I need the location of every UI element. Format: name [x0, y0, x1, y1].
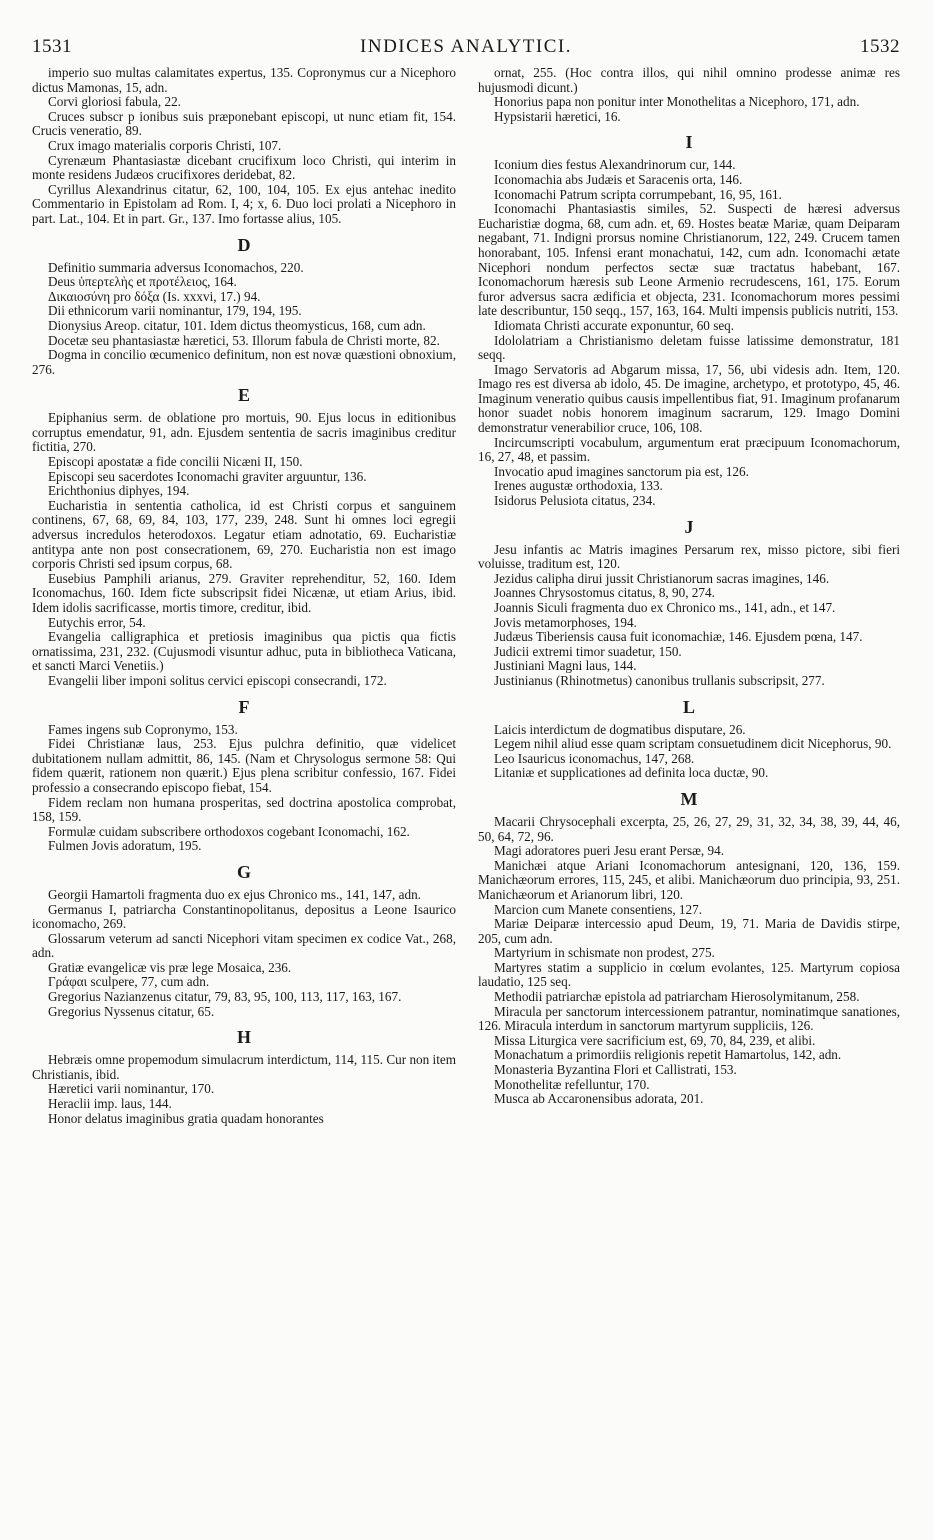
index-entry: Martyres statim a supplicio in cœlum evolantes, 125. Martyrum copiosa laudatio, 125 seq.	[478, 959, 900, 990]
index-entry: Irenes augustæ orthodoxia, 133.	[494, 478, 663, 494]
index-entry: Eusebius Pamphili arianus, 279. Graviter reprehenditur, 52, 160. Idem Iconomachus, 160. Idem ficte subscripsit fidei Nicænæ, ut etiam Arius, ibid. Idem idolis sacrificasse, mortis timore, creditur, ibid.	[32, 570, 456, 615]
index-entry: Mariæ Deiparæ intercessio apud Deum, 19, 71. Maria de Davidis stirpe, 205, cum adn.	[478, 916, 900, 946]
index-entry: Invocatio apud imagines sanctorum pia est, 126.	[494, 463, 749, 479]
index-entry: Gregorius Nyssenus citatur, 65.	[48, 1003, 215, 1019]
index-entry: Legem nihil aliud esse quam scriptam consuetudinem dicit Nicephorus, 90.	[494, 736, 892, 752]
index-entry: Missa Liturgica vere sacrificium est, 69, 70, 84, 239, et alibi.	[494, 1032, 816, 1048]
index-entry: Fidem reclam non humana prosperitas, sed doctrina apostolica comprobat, 158, 159.	[32, 794, 456, 825]
page-number-left: 1531	[32, 36, 72, 57]
index-entry: Deus ὑπερτελὴς et προτέλειος, 164.	[48, 274, 237, 290]
index-entry: Eutychis error, 54.	[48, 614, 146, 630]
section-letter-h: H	[236, 1027, 251, 1048]
index-entry: Germanus I, patriarcha Constantinopolitanus, depositus a Leone Isaurico iconomacho, 269.	[32, 901, 456, 932]
page-number-right: 1532	[860, 36, 900, 57]
index-entry: Δικαιοσύνη pro δόξα (Is. xxxvi, 17.) 94.	[48, 288, 261, 304]
index-entry: Cyrenæum Phantasiastæ dicebant crucifixum loco Christi, qui interim in monte residens Judæos crucifixores deridebat, 82.	[32, 152, 456, 183]
section-letter-i: I	[685, 132, 693, 153]
index-entry: Manichæi atque Ariani Iconomachorum antesignani, 120, 136, 159. Manichæorum errores, 115, 245, et alibi. Manichæorum duo principia, 93, 251. Manichæorum et Arianorum libri, 120.	[478, 857, 900, 902]
index-entry: Dii ethnicorum varii nominantur, 179, 194, 195.	[48, 303, 302, 319]
index-entry: Laicis interdictum de dogmatibus disputare, 26.	[494, 721, 746, 737]
index-entry: Joannes Chrysostomus citatus, 8, 90, 274.	[494, 585, 715, 601]
index-entry: Erichthonius diphyes, 194.	[48, 483, 190, 499]
index-entry: Docetæ seu phantasiastæ hæretici, 53. Illorum fabula de Christi morte, 82.	[48, 332, 440, 348]
index-entry: Jezidus calipha dirui jussit Christianorum sacras imagines, 146.	[494, 570, 830, 586]
index-entry: Gregorius Nazianzenus citatur, 79, 83, 95, 100, 113, 117, 163, 167.	[48, 989, 402, 1005]
section-letter-d: D	[237, 234, 251, 255]
index-entry: Corvi gloriosi fabula, 22.	[48, 94, 181, 110]
index-entry: Miracula per sanctorum intercessionem patrantur, nominatimque sanationes, 126. Miracula interdum in sanctorum martyrum suppliciis, 126.	[478, 1003, 900, 1034]
index-entry: Dionysius Areop. citatur, 101. Idem dictus theomysticus, 168, cum adn.	[48, 317, 426, 333]
index-entry: Jovis metamorphoses, 194.	[494, 614, 637, 630]
index-entry: Methodii patriarchæ epistola ad patriarcham Hierosolymitanum, 258.	[494, 989, 860, 1005]
section-letter-j: J	[684, 516, 694, 537]
index-entry: Judicii extremi timor suadetur, 150.	[494, 643, 682, 659]
section-letter-f: F	[238, 696, 250, 717]
right-column	[478, 66, 900, 1506]
index-entry: Hypsistarii hæretici, 16.	[494, 108, 621, 124]
section-letter-e: E	[237, 385, 250, 406]
index-entry: Epiphanius serm. de oblatione pro mortuis, 90. Ejus locus in editionibus corruptus emendatur, 91, adn. Ejusdem sententia de sacris imaginibus creditur fictitia, 270.	[32, 410, 456, 455]
page-header	[32, 36, 900, 60]
index-entry: Idiomata Christi accurate exponuntur, 60 seq.	[494, 317, 735, 333]
index-entry: Musca ab Accaronensibus adorata, 201.	[494, 1091, 704, 1107]
index-entry: Hæretici varii nominantur, 170.	[48, 1081, 215, 1097]
index-entry: Iconomachia abs Judæis et Saracenis orta, 146.	[494, 171, 743, 187]
index-entry: Definitio summaria adversus Iconomachos, 220.	[48, 259, 304, 275]
running-title: INDICES ANALYTICI.	[360, 36, 572, 57]
index-entry: Formulæ cuidam subscribere orthodoxos cogebant Iconomachi, 162.	[48, 823, 410, 839]
index-entry: Magi adoratores pueri Jesu erant Persæ, 94.	[494, 843, 724, 859]
index-entry: Fidei Christianæ laus, 253. Ejus pulchra definitio, quæ videlicet dubitationem nullam admittit, 86, 145. (Nam et Chrysologus sermone 58: Qui fidem quærit, rationem non quærit.) Ejus plena scribitur confessio, 167. Fidei professio a consecrando episcopo fiebat, 154.	[32, 736, 456, 795]
index-entry: Evangelii liber imponi solitus cervici episcopi consecrandi, 172.	[48, 672, 387, 688]
index-entry: Eucharistia in sententia catholica, id est Christi corpus et sanguinem continens, 67, 68, 69, 84, 103, 177, 239, 248. Sunt hi omnes loci egregii adversus incredulos heterodoxos. Legatur etiam adnotatio, 69. Eucharistiæ antitypa ante non post consecrationem, 69, 270. Eucharistia non est imago corporis Christi sed ipsum corpus, 68.	[32, 497, 456, 572]
index-entry: Monachatum a primordiis religionis repetit Hamartolus, 142, adn.	[494, 1047, 842, 1063]
index-entry: Monasteria Byzantina Flori et Callistrati, 153.	[494, 1062, 737, 1078]
index-entry: Jesu infantis ac Matris imagines Persarum rex, misso pictore, sibi fieri voluisse, traditum est, 120.	[478, 541, 900, 572]
index-entry: Glossarum veterum ad sancti Nicephori vitam specimen ex codice Vat., 268, adn.	[32, 930, 456, 961]
index-entry: Macarii Chrysocephali excerpta, 25, 26, 27, 29, 31, 32, 34, 38, 39, 44, 46, 50, 64, 72, 96.	[478, 813, 900, 844]
index-entry: Iconomachi Patrum scripta corrumpebant, 16, 95, 161.	[494, 186, 782, 202]
section-letter-g: G	[236, 861, 251, 882]
left-column	[32, 66, 456, 1506]
index-entry: Monothelitæ refelluntur, 170.	[494, 1076, 650, 1092]
index-entry: Joannis Siculi fragmenta duo ex Chronico ms., 141, adn., et 147.	[494, 600, 836, 615]
index-entry: Episcopi seu sacerdotes Iconomachi graviter arguuntur, 136.	[48, 468, 367, 484]
index-entry: Iconium dies festus Alexandrinorum cur, 144.	[494, 157, 736, 173]
index-entry: Episcopi apostatæ a fide concilii Nicæni II, 150.	[48, 454, 303, 470]
index-entry: Iconomachi Phantasiastis similes, 52. Suspecti de hæresi adversus Eucharistiæ dogma, 68, cum adn. et, 69. Hostes beatæ Mariæ, quam Deiparam negabant, 71. Indigni prorsus nomine Christianorum, 122, 249. Crucem tamen honorabant, 105. Infensi erant monachatui, 142, cum adn. Iconomachi ætate Nicephori nondum perfectos sectæ suæ tractatus habebant, 167. Iconomachorum hæresis sub Leone Armenio recrudescens, 161, 175. Eorum furor adversus sacra ædificia et objecta, 231. Iconomachorum mores pessimi late describuntur, 150 seqq., 157, 163, 164. Multi impensis publicis nutriti, 153.	[478, 201, 900, 319]
index-entry: Isidorus Pelusiota citatus, 234.	[494, 493, 656, 509]
index-entry: Justinianus (Rhinotmetus) canonibus trullanis subscripsit, 277.	[494, 672, 825, 688]
section-letter-l: L	[682, 696, 695, 717]
index-entry: Dogma in concilio œcumenico definitum, non est novæ quæstioni obnoxium, 276.	[32, 347, 456, 377]
section-letter-m: M	[680, 788, 698, 809]
index-entry: Georgii Hamartoli fragmenta duo ex ejus Chronico ms., 141, 147, adn.	[48, 886, 421, 902]
index-entry: Crux imago materialis corporis Christi, 107.	[48, 137, 282, 153]
index-entry: Heraclii imp. laus, 144.	[48, 1096, 172, 1112]
index-entry: Imago Servatoris ad Abgarum missa, 17, 56, ubi videsis adn. Item, 120. Imago res est diversa ab idolo, 45. De imagine, archetypo, et prototypo, 45, 46. Imaginum veneratio quibus causis impellentibus fiat, 91. Imaginum profanarum honor suadet nobis honorem imaginum sacrarum, 129. Imago Domini demonstratur venerabilior cruce, 106, 108.	[478, 361, 900, 436]
index-entry: Martyrium in schismate non prodest, 275.	[494, 945, 715, 961]
index-entry: Cyrillus Alexandrinus citatur, 62, 100, 104, 105. Ex ejus antehac inedito Commentario in Epistolam ad Rom. I, 4; x, 6. Duo loci prolati a Nicephoro in part. Lat., 104. Et in part. Gr., 137. Imo fortasse alius, 105.	[32, 181, 456, 226]
index-entry: Hebræis omne propemodum simulacrum interdictum, 114, 115. Cur non item Christianis, ibid.	[32, 1052, 456, 1082]
index-entry: Honor delatus imaginibus gratia quadam honorantes	[48, 1110, 324, 1126]
index-entry: Gratiæ evangelicæ vis præ lege Mosaica, 236.	[48, 959, 292, 975]
index-entry: Fulmen Jovis adoratum, 195.	[48, 838, 202, 854]
index-entry: Γράφαι sculpere, 77, cum adn.	[48, 974, 210, 990]
index-entry: Cruces subscr p ionibus suis præponebant episcopi, ut nunc etiam fit, 154. Crucis veneratio, 89.	[32, 108, 456, 139]
index-entry: ornat, 255. (Hoc contra illos, qui nihil omnino prodesse animæ res hujusmodi dicunt.)	[478, 66, 900, 95]
index-entry: Marcion cum Manete consentiens, 127.	[494, 901, 703, 917]
index-entry: Honorius papa non ponitur inter Monothelitas a Nicephoro, 171, adn.	[494, 94, 860, 110]
index-entry: Litaniæ et supplicationes ad definita loca ductæ, 90.	[494, 765, 769, 781]
index-entry: Incircumscripti vocabulum, argumentum erat præcipuum Iconomachorum, 16, 27, 48, et passim.	[478, 434, 900, 465]
index-entry: Evangelia calligraphica et pretiosis imaginibus qua pictis qua fictis ornatissima, 231, 232. (Cujusmodi visuntur adhuc, puta in bibliotheca Vaticana, et sancti Marci Venetiis.)	[32, 629, 456, 674]
index-entry: Fames ingens sub Copronymo, 153.	[48, 721, 238, 737]
index-entry: imperio suo multas calamitates expertus, 135. Copronymus cur a Nicephoro dictus Mamonas, 15, adn.	[32, 66, 456, 95]
index-entry: Justiniani Magni laus, 144.	[494, 658, 637, 674]
index-entry: Idololatriam a Christianismo deletam fuisse latissime demonstratur, 181 seqq.	[478, 332, 900, 363]
index-entry: Leo Isauricus iconomachus, 147, 268.	[494, 750, 695, 766]
index-entry: Judæus Tiberiensis causa fuit iconomachiæ, 146. Ejusdem pœna, 147.	[494, 629, 863, 645]
